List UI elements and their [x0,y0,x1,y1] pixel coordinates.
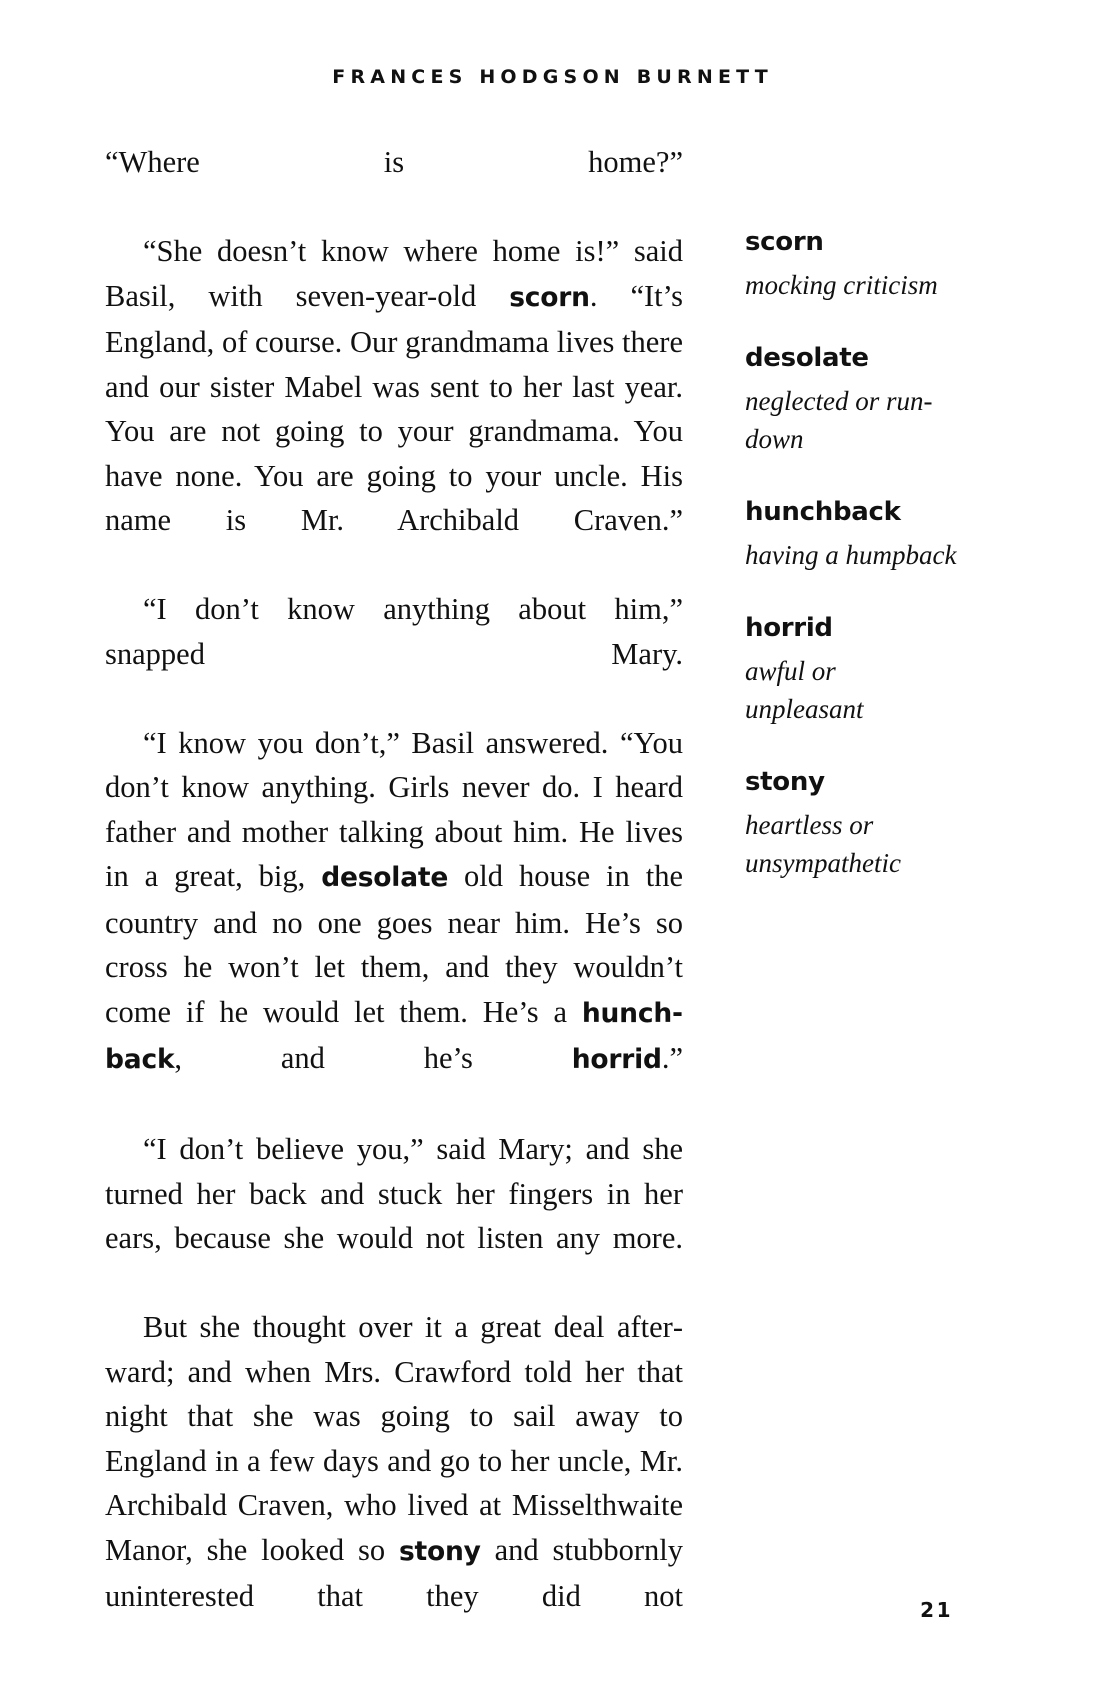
vocabulary-word: horrid [571,1044,662,1075]
glossary-term: stony [745,767,825,797]
body-paragraph: “I don’t believe you,” said Mary; and she turned her back and stuck her fingers in her ears, because she would not listen any more. [105,1132,683,1255]
glossary-term: hunchback [745,497,901,527]
glossary-definition: neglected or run-down [745,386,933,454]
glossary-entry [745,765,960,882]
body-paragraph: “Where is home?” [105,145,683,179]
body-text-column [105,140,683,1663]
margin-glossary [745,225,960,919]
vocabulary-word: stony [398,1535,481,1567]
running-head: FRANCES HODGSON BURNETT [332,66,773,88]
vocabulary-word: scorn [509,281,590,313]
glossary-entry [745,495,960,574]
glossary-definition: mocking criticism [745,270,938,300]
glossary-definition: heartless or unsympathetic [745,810,901,878]
page-number: 21 [920,1598,953,1622]
glossary-term: desolate [745,343,869,373]
glossary-entry [745,611,960,728]
glossary-entry [745,341,960,458]
body-paragraph: “She doesn’t know where home is!” said Basil, with seven-year-old scorn. “It’s England, of course. Our grandmama lives there and our sister Mabel was sent to her last year. You are not going to your grandmama. You have none. You are going to your uncle. His name is Mr. Archibald Craven.” [105,234,683,537]
glossary-entry [745,225,960,304]
vocabulary-word: desolate [321,862,449,893]
glossary-term: horrid [745,613,833,643]
glossary-definition: awful or unpleasant [745,656,864,724]
vocabulary-word: hunchback [105,997,683,1075]
body-paragraph: “I know you don’t,” Basil answered. “You don’t know anything. Girls never do. I heard father and mother talking about him. He lives in a great, big, desolate old house in the country and no one goes near him. He’s so cross he won’t let them, and they wouldn’t come if he would let them. He’s a hunchback, and he’s horrid.” [105,725,683,1075]
glossary-term: scorn [745,227,824,257]
glossary-definition: having a humpback [745,540,957,570]
body-paragraph: “I don’t know anything about him,” snapped Mary. [105,592,683,671]
body-paragraph: But she thought over it a great deal afterward; and when Mrs. Crawford told her that night that she was going to sail away to England in a few days and go to her uncle, Mr. Archibald Craven, who lived at Misselthwaite Manor, she looked so stony and stubbornly uninterested that they did not [105,1310,683,1613]
